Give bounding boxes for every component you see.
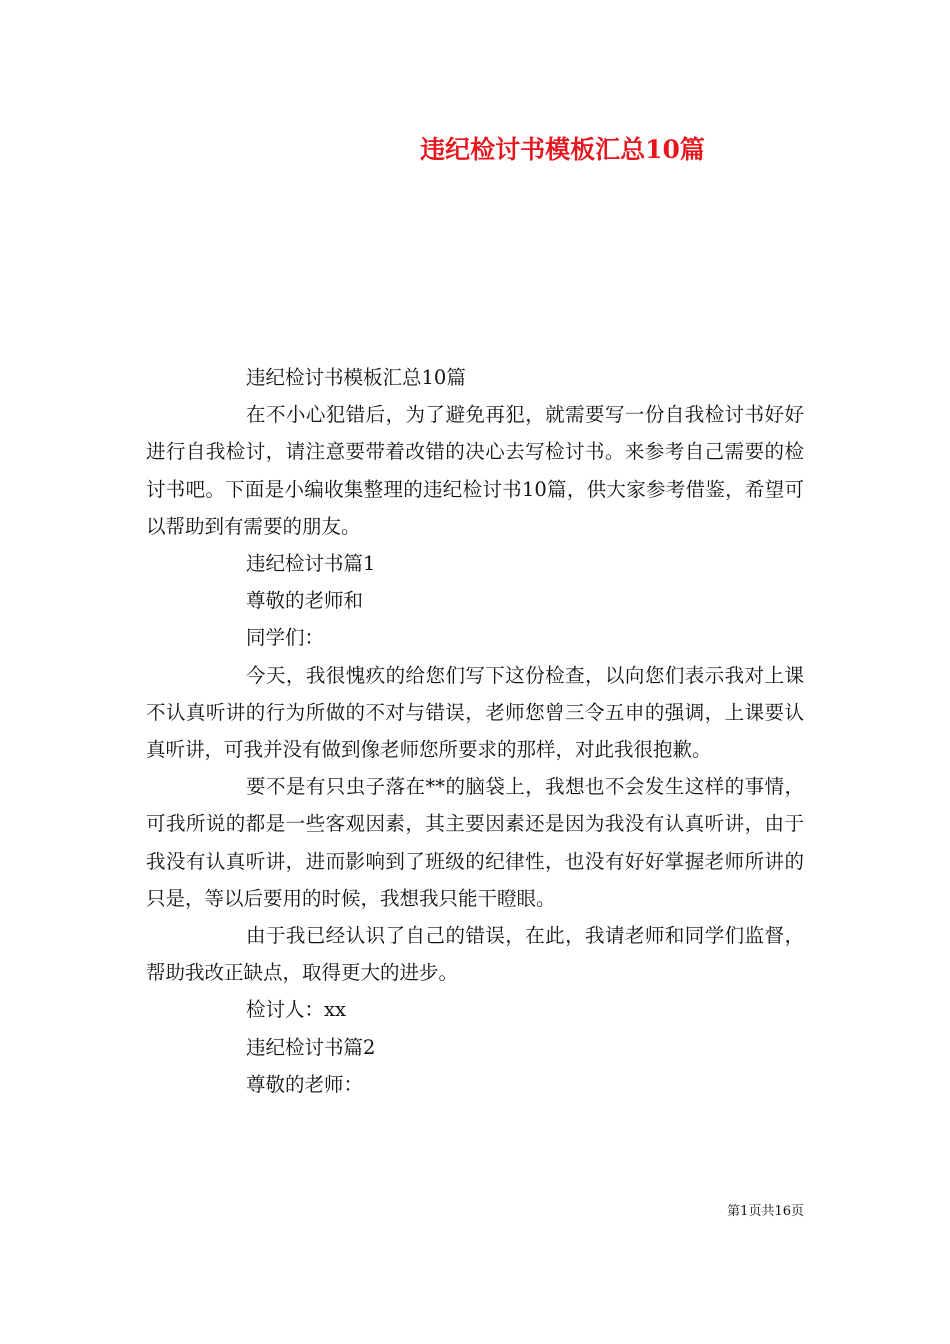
section-heading-1: 违纪检讨书篇1 (246, 552, 376, 576)
document-body (146, 359, 804, 1103)
body-paragraph-3: 由于我已经认识了自己的错误，在此，我请老师和同学们监督，帮助我改正缺点，取得更大的进步。 (146, 924, 804, 985)
section-heading-2: 违纪检讨书篇2 (246, 1035, 376, 1059)
signature-line: 检讨人：xx (246, 998, 346, 1022)
subtitle-line: 违纪检讨书模板汇总10篇 (246, 366, 466, 389)
salutation-line-1: 尊敬的老师和 (246, 589, 364, 613)
body-paragraph-1: 今天，我很愧疚的给您们写下这份检查，以向您们表示我对上课不认真听讲的行为所做的不对与错误，老师您曾三令五申的强调，上课要认真听讲，可我并没有做到像老师您所要求的那样，对此我很抱歉。 (146, 663, 804, 762)
page-title: 违纪检讨书模板汇总10篇 (420, 135, 705, 164)
salutation-line-3: 尊敬的老师： (246, 1072, 364, 1096)
body-paragraph-2: 要不是有只虫子落在**的脑袋上，我想也不会发生这样的事情，可我所说的都是一些客观因素，其主要因素还是因为我没有认真听讲，由于我没有认真听讲，进而影响到了班级的纪律性，也没有好好掌握老师所讲的只是，等以后要用的时候，我想我只能干瞪眼。 (146, 775, 804, 910)
salutation-line-2: 同学们： (246, 626, 325, 650)
page-number: 第1页共16页 (727, 1204, 804, 1219)
intro-paragraph: 在不小心犯错后，为了避免再犯，就需要写一份自我检讨书好好进行自我检讨，请注意要带着改错的决心去写检讨书。来参考自己需要的检讨书吧。下面是小编收集整理的违纪检讨书10篇，供大家参考借鉴，希望可以帮助到有需要的朋友。 (146, 403, 804, 538)
